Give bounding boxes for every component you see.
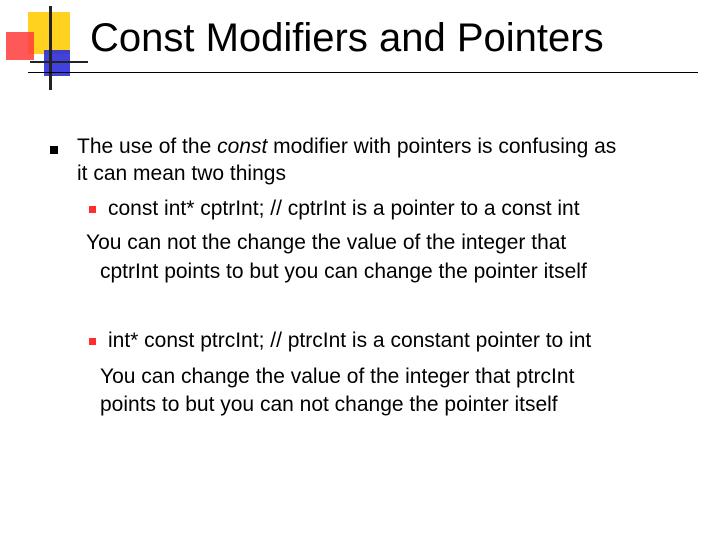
intro-text-post: modifier with pointers is confusing as (267, 135, 617, 158)
item1-explain-line-2: cptrInt points to but you can change the pointer itself (100, 260, 587, 283)
logo-red-square (6, 32, 34, 60)
intro-text-emphasis: const (217, 135, 268, 158)
logo-vertical-line (49, 6, 52, 90)
item2-code: int* const ptrcInt; // ptrcInt is a constant pointer to int (108, 329, 592, 352)
title-divider (28, 72, 698, 73)
intro-line-1 (77, 134, 616, 159)
slide-title: Const Modifiers and Pointers (90, 16, 604, 60)
item2-explain-line-2: points to but you can not change the pointer itself (100, 393, 558, 416)
logo-horizontal-line (30, 61, 88, 63)
sub-bullet-square-icon (89, 206, 96, 213)
slide-logo (0, 0, 90, 95)
item1-explain-line-1: You can not the change the value of the integer that (86, 231, 567, 254)
item2-explain-line-1: You can change the value of the integer that ptrcInt (100, 365, 575, 388)
intro-text-pre: The use of the (77, 135, 218, 158)
sub-bullet-square-icon (89, 338, 96, 345)
intro-line-2: it can mean two things (77, 162, 286, 185)
bullet-square-icon (50, 146, 58, 154)
item1-code: const int* cptrInt; // cptrInt is a pointer to a const int (108, 197, 580, 220)
